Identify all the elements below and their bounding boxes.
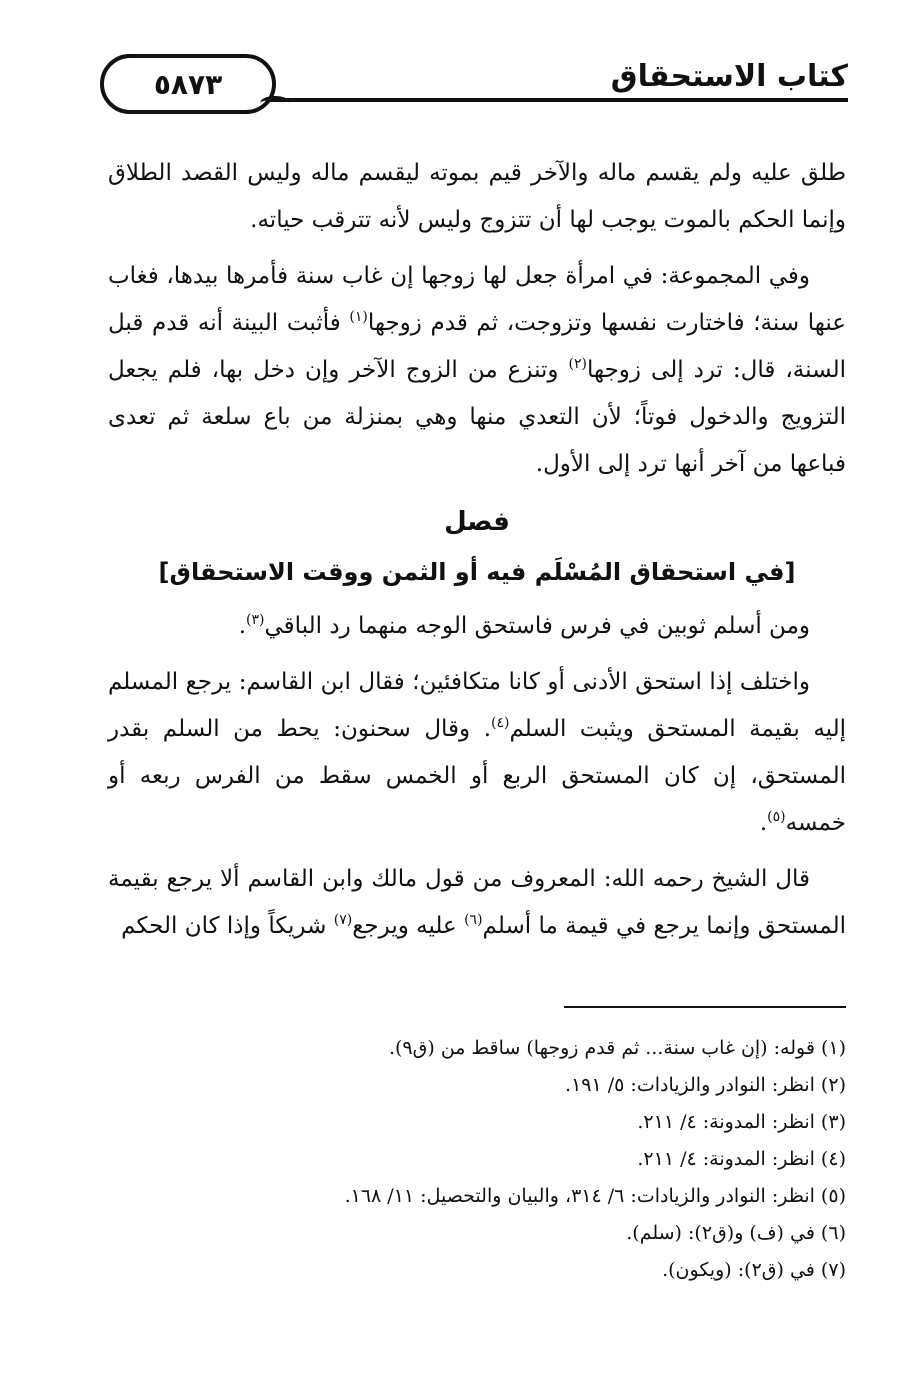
paragraph-shaykh — [108, 856, 846, 950]
section-subheading: [في استحقاق المُسْلَم فيه أو الثمن ووقت الاستحقاق] — [158, 558, 796, 586]
footnote-ref: (٧) — [333, 912, 353, 928]
paragraph-salam — [108, 603, 846, 650]
footnote-ref: (٥) — [767, 809, 786, 825]
paragraph-majmua — [108, 253, 846, 488]
footnote-item: (٢) انظر: النوادر والزيادات: ٥/ ١٩١. — [565, 1074, 846, 1096]
paragraph-text: عليه ويرجع — [352, 913, 465, 939]
paragraph-text: قال الشيخ رحمه الله: المعروف من قول مالك وابن القاسم ألا يرجع بقيمة المستحق وإنما يرجع في قيمة ما أسلم — [108, 866, 846, 939]
footnote-separator — [564, 1006, 846, 1008]
page-header — [72, 40, 848, 120]
footnote-ref: (٢) — [568, 356, 587, 372]
footnote-item: (١) قوله: (إن غاب سنة... ثم قدم زوجها) ساقط من (ق٩). — [388, 1037, 846, 1059]
section-heading: فصل — [444, 507, 510, 537]
footnote-ref: (١) — [349, 309, 368, 325]
paragraph-text: واختلف إذا استحق الأدنى أو كانا متكافئين؛ فقال ابن القاسم: يرجع المسلم إليه بقيمة المستحق ويثبت السلم — [108, 669, 846, 742]
paragraph-text: وتنزع من الزوج الآخر وإن دخل بها، فلم يجعل التزويج والدخول فوتاً؛ لأن التعدي منها وهي بمنزلة من باع سلعة ثم تعدى فباعها من آخر أنها ترد إلى الأول. — [108, 357, 846, 477]
paragraph-text: . — [238, 613, 247, 639]
paragraph-ikhtilaf — [108, 659, 846, 847]
footnotes — [108, 1030, 846, 1289]
paragraph-text: شريكاً وإذا كان الحكم — [121, 913, 334, 939]
footnote-item: (٤) انظر: المدونة: ٤/ ٢١١. — [637, 1148, 846, 1170]
page-number: ٥٨٧٣ — [153, 67, 223, 101]
paragraph-text: وفي المجموعة: في امرأة جعل لها زوجها إن غاب سنة فأمرها بيدها، فغاب عنها سنة؛ فاختارت نفسها وتزوجت، ثم قدم زوجها — [108, 263, 846, 336]
footnote-ref: (٣) — [246, 612, 265, 628]
footnote-item: (٦) في (ف) و(ق٢): (سلم). — [626, 1222, 846, 1244]
paragraph-text: فأثبت البينة أنه قدم قبل السنة، قال: ترد إلى زوجها — [108, 310, 846, 383]
book-title: كتاب الاستحقاق — [610, 59, 848, 94]
badge-ornament — [260, 96, 290, 110]
main-text — [108, 150, 846, 959]
footnote-ref: (٤) — [491, 715, 510, 731]
paragraph-text: . — [759, 810, 768, 836]
footnote-item: (٥) انظر: النوادر والزيادات: ٦/ ٣١٤، والبيان والتحصيل: ١١/ ١٦٨. — [344, 1185, 846, 1207]
footnote-item: (٧) في (ق٢): (ويكون). — [662, 1259, 846, 1281]
paragraph-text: . وقال سحنون: يحط من السلم بقدر المستحق، إن كان المستحق الربع أو الخمس سقط من الفرس ربعه أو خمسه — [108, 716, 846, 836]
footnote-item: (٣) انظر: المدونة: ٤/ ٢١١. — [637, 1111, 846, 1133]
paragraph-continued: طلق عليه ولم يقسم ماله والآخر قيم بموته ليقسم ماله وليس القصد الطلاق وإنما الحكم بالموت يوجب لها أن تتزوج وليس لأنه تترقب حياته. — [108, 160, 846, 233]
page-number-badge — [100, 54, 276, 114]
footnote-ref: (٦) — [464, 912, 483, 928]
paragraph-text: ومن أسلم ثوبين في فرس فاستحق الوجه منهما رد الباقي — [264, 613, 810, 639]
